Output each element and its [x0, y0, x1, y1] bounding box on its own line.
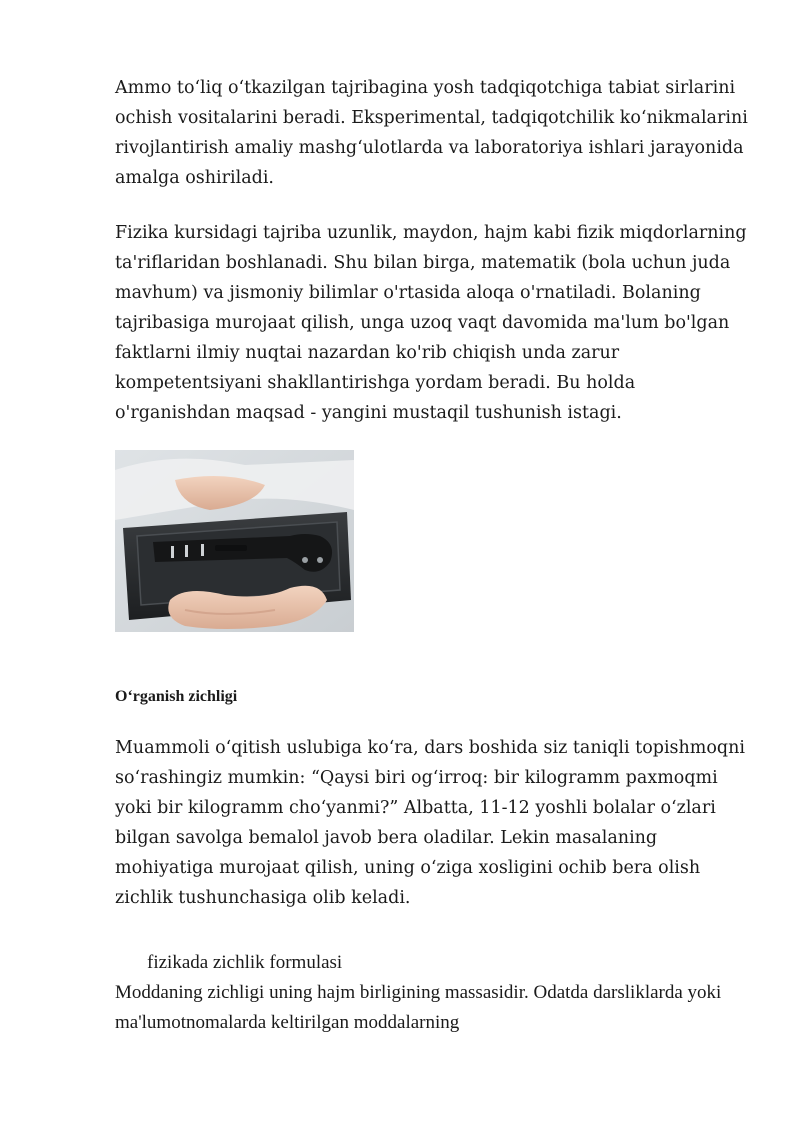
lab-instrument-photo — [115, 450, 354, 632]
paragraph-physics-course: Fizika kursidagi tajriba uzunlik, maydon, hajm kabi fizik miqdorlarning ta'riflaridan boshlanadi. Shu bilan birga, matematik (bola uchun juda mavhum) va jismoniy bilimlar o'rtasida aloqa o'rnatiladi. Bolaning tajribasiga murojaat qilish, unga uzoq vaqt davomida ma'lum bo'lgan faktlarni ilmiy nuqtai nazardan ko'rib chiqish unda zarur kompetentsiyani shakllantirishga yordam beradi. Bu holda o'rganishdan maqsad - yangini mustaqil tushunish istagi. — [115, 223, 747, 423]
paragraph-density-definition: Moddaning zichligi uning hajm birligining massasidir. Odatda darsliklarda yoki ma'lumotnomalarda keltirilgan moddalarning — [115, 982, 722, 1033]
section-heading-density: Oʻrganish zichligi — [115, 688, 238, 705]
paragraph-experiment-intro: Ammo toʻliq oʻtkazilgan tajribagina yosh tadqiqotchiga tabiat sirlarini ochish vositalarini beradi. Eksperimental, tadqiqotchilik koʻnikmalarini rivojlantirish amaliy mashgʻulotlarda va laboratoriya ishlari jarayonida amalga oshiriladi. — [115, 78, 748, 188]
image-caption-density-formula: fizikada zichlik formulasi — [147, 952, 343, 973]
paragraph-problem-method: Muammoli oʻqitish uslubiga koʻra, dars boshida siz taniqli topishmoqni soʻrashingiz mumkin: “Qaysi biri ogʻirroq: bir kilogramm paxmoqmi yoki bir kilogramm choʻyanmi?” Albatta, 11-12 yoshli bolalar oʻzlari bilgan savolga bemalol javob bera oladilar. Lekin masalaning mohiyatiga murojaat qilish, uning oʻziga xosligini ochib bera olish zichlik tushunchasiga olib keladi. — [115, 738, 745, 908]
